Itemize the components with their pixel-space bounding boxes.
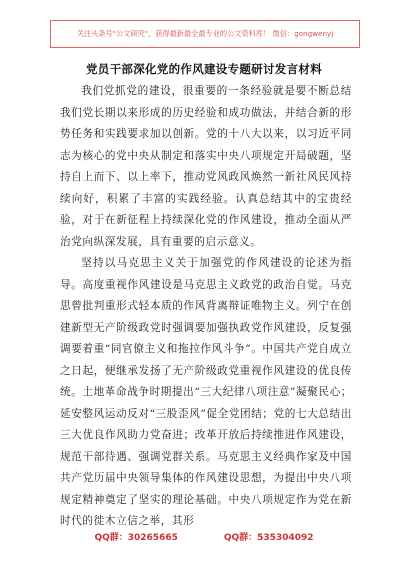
footer-qq-group-1: QQ群：30265665 xyxy=(94,533,178,543)
paragraph: 我们党抓党的建设，很重要的一条经验就是要不断总结我们党长期以来形成的历史经验和成功做法，并结合新的形势任务和实践要求加以创新。党的十八大以来，以习近平同志为核心的党中央从制定和落实中央八项规定开局破题，坚持自上而下、以上率下，推动党风政风焕然一新社风民风持续向好，积累了丰富的实践经验。认真总结其中的宝贵经验，对于在新征程上持续深化党的作风建设，推动全面从严治党向纵深发展，具有重要的启示意义。 xyxy=(60,85,352,248)
header-banner-text: 关注头条号"公文研究"，获得最新最全最专业的公文资料库！ 微信：gongwenyj xyxy=(76,29,334,38)
footer-qq-group-2: QQ群：535304092 xyxy=(223,533,314,543)
footer xyxy=(0,530,408,543)
document-title: 党员干部深化党的作风建设专题研讨发言材料 xyxy=(86,62,322,76)
document-body xyxy=(60,81,352,533)
paragraph: 坚持以马克思主义关于加强党的作风建设的论述为指导。高度重视作风建设是马克思主义政党的政治自觉。马克思曾批判重形式轻本质的作风背离辩证唯物主义。列宁在创建新型无产阶级政党时强调要加强执政党作风建设，反复强调要着重“同官僚主义和拖拉作风斗争”。中国共产党自成立之日起，便继承发扬了无产阶级政党重视作风建设的优良传统。土地革命战争时期提出“三大纪律八项注意”凝聚民心；延安整风运动反对“三股歪风”促全党团结；党的七大总结出三大优良作风助力党奋进；改革开放后持续推进作风建设，规范干部待遇、强调党群关系。马克思主义经典作家及中国共产党历届中央领导集体的作风建设思想，为提出中央八项规定精神奠定了坚实的理论基础。中央八项规定作为党在新时代的徙木立信之举，其形 xyxy=(60,257,352,527)
header-banner xyxy=(50,20,360,48)
